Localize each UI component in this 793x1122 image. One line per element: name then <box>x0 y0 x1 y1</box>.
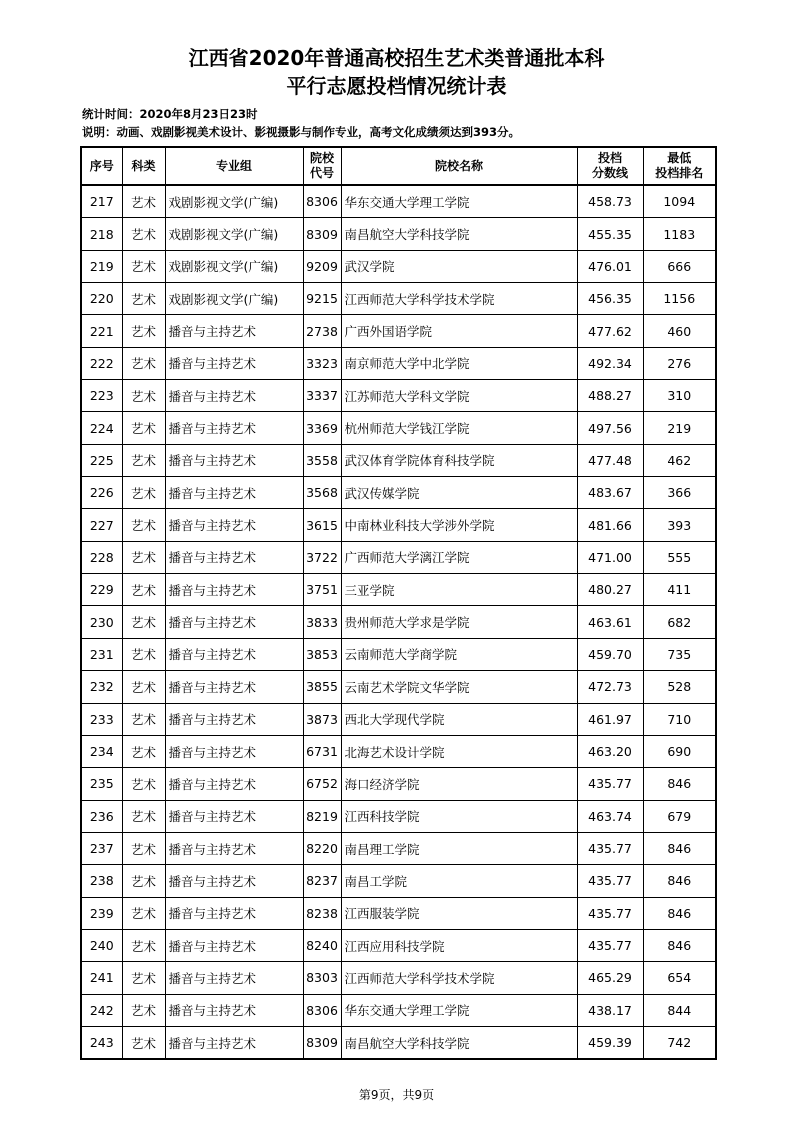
cell-school-code: 8220 <box>303 832 341 864</box>
header-rank-line1: 最低 <box>667 151 692 165</box>
cell-school-name: 云南师范大学商学院 <box>341 638 577 670</box>
cell-seq: 230 <box>81 606 122 638</box>
cell-major-group: 播音与主持艺术 <box>165 1026 303 1059</box>
cell-category: 艺术 <box>122 865 165 897</box>
cell-school-code: 3615 <box>303 509 341 541</box>
cell-score: 477.62 <box>577 315 643 347</box>
cell-school-name: 西北大学现代学院 <box>341 703 577 735</box>
cell-rank: 310 <box>643 380 716 412</box>
cell-major-group: 播音与主持艺术 <box>165 735 303 767</box>
cell-major-group: 播音与主持艺术 <box>165 638 303 670</box>
cell-score: 492.34 <box>577 347 643 379</box>
cell-school-name: 贵州师范大学求是学院 <box>341 606 577 638</box>
cell-school-name: 江苏师范大学科文学院 <box>341 380 577 412</box>
cell-major-group: 播音与主持艺术 <box>165 800 303 832</box>
page-title: 江西省2020年普通高校招生艺术类普通批本科 <box>188 46 605 70</box>
cell-rank: 846 <box>643 865 716 897</box>
cell-rank: 654 <box>643 962 716 994</box>
cell-school-code: 8240 <box>303 929 341 961</box>
cell-score: 435.77 <box>577 865 643 897</box>
cell-category: 艺术 <box>122 1026 165 1059</box>
cell-major-group: 播音与主持艺术 <box>165 380 303 412</box>
cell-score: 480.27 <box>577 574 643 606</box>
cell-seq: 221 <box>81 315 122 347</box>
cell-score: 463.61 <box>577 606 643 638</box>
cell-rank: 462 <box>643 444 716 476</box>
cell-seq: 243 <box>81 1026 122 1059</box>
table-row <box>81 735 716 767</box>
page-subtitle: 平行志愿投档情况统计表 <box>286 74 507 98</box>
cell-score: 456.35 <box>577 283 643 315</box>
cell-score: 435.77 <box>577 832 643 864</box>
table-row <box>81 218 716 250</box>
cell-seq: 224 <box>81 412 122 444</box>
cell-seq: 241 <box>81 962 122 994</box>
cell-rank: 366 <box>643 477 716 509</box>
cell-score: 458.73 <box>577 185 643 218</box>
table-row <box>81 671 716 703</box>
header-rank <box>643 147 716 185</box>
cell-school-name: 南昌航空大学科技学院 <box>341 1026 577 1059</box>
cell-rank: 679 <box>643 800 716 832</box>
cell-major-group: 播音与主持艺术 <box>165 315 303 347</box>
cell-category: 艺术 <box>122 347 165 379</box>
cell-school-code: 3337 <box>303 380 341 412</box>
header-category: 科类 <box>122 147 165 185</box>
cell-category: 艺术 <box>122 541 165 573</box>
cell-seq: 228 <box>81 541 122 573</box>
cell-score: 497.56 <box>577 412 643 444</box>
cell-school-code: 8238 <box>303 897 341 929</box>
cell-score: 465.29 <box>577 962 643 994</box>
cell-school-name: 三亚学院 <box>341 574 577 606</box>
cell-seq: 237 <box>81 832 122 864</box>
table-row <box>81 1026 716 1059</box>
cell-score: 435.77 <box>577 768 643 800</box>
cell-seq: 220 <box>81 283 122 315</box>
cell-rank: 1094 <box>643 185 716 218</box>
table-row <box>81 412 716 444</box>
cell-school-name: 武汉体育学院体育科技学院 <box>341 444 577 476</box>
cell-category: 艺术 <box>122 315 165 347</box>
cell-major-group: 播音与主持艺术 <box>165 929 303 961</box>
cell-score: 483.67 <box>577 477 643 509</box>
cell-major-group: 播音与主持艺术 <box>165 444 303 476</box>
cell-school-name: 南昌工学院 <box>341 865 577 897</box>
cell-school-name: 武汉传媒学院 <box>341 477 577 509</box>
cell-major-group: 播音与主持艺术 <box>165 994 303 1026</box>
cell-category: 艺术 <box>122 283 165 315</box>
cell-seq: 238 <box>81 865 122 897</box>
cell-major-group: 播音与主持艺术 <box>165 347 303 379</box>
table-row <box>81 541 716 573</box>
cell-school-code: 3873 <box>303 703 341 735</box>
cell-school-code: 9209 <box>303 250 341 282</box>
cell-category: 艺术 <box>122 671 165 703</box>
cell-school-code: 3855 <box>303 671 341 703</box>
cell-category: 艺术 <box>122 962 165 994</box>
cell-major-group: 播音与主持艺术 <box>165 832 303 864</box>
table-row <box>81 800 716 832</box>
cell-school-code: 6752 <box>303 768 341 800</box>
cell-school-name: 武汉学院 <box>341 250 577 282</box>
cell-major-group: 播音与主持艺术 <box>165 412 303 444</box>
cell-major-group: 戏剧影视文学(广编) <box>165 283 303 315</box>
header-school-code <box>303 147 341 185</box>
cell-school-name: 华东交通大学理工学院 <box>341 185 577 218</box>
cell-category: 艺术 <box>122 185 165 218</box>
cell-category: 艺术 <box>122 477 165 509</box>
cell-rank: 276 <box>643 347 716 379</box>
stat-time: 统计时间：2020年8月23日23时 <box>82 107 258 121</box>
cell-category: 艺术 <box>122 800 165 832</box>
admission-table <box>80 146 717 1060</box>
cell-category: 艺术 <box>122 509 165 541</box>
table-row <box>81 574 716 606</box>
cell-category: 艺术 <box>122 444 165 476</box>
cell-score: 471.00 <box>577 541 643 573</box>
cell-score: 438.17 <box>577 994 643 1026</box>
cell-school-code: 3722 <box>303 541 341 573</box>
cell-seq: 239 <box>81 897 122 929</box>
cell-category: 艺术 <box>122 380 165 412</box>
cell-seq: 226 <box>81 477 122 509</box>
cell-score: 459.39 <box>577 1026 643 1059</box>
note: 说明：动画、戏剧影视美术设计、影视摄影与制作专业，高考文化成绩须达到393分。 <box>82 125 521 139</box>
cell-rank: 690 <box>643 735 716 767</box>
cell-score: 435.77 <box>577 897 643 929</box>
cell-category: 艺术 <box>122 574 165 606</box>
cell-score: 472.73 <box>577 671 643 703</box>
cell-school-code: 8303 <box>303 962 341 994</box>
cell-category: 艺术 <box>122 606 165 638</box>
header-school-name: 院校名称 <box>341 147 577 185</box>
cell-rank: 411 <box>643 574 716 606</box>
cell-school-name: 江西科技学院 <box>341 800 577 832</box>
cell-school-code: 6731 <box>303 735 341 767</box>
cell-school-name: 江西服装学院 <box>341 897 577 929</box>
cell-score: 455.35 <box>577 218 643 250</box>
cell-seq: 222 <box>81 347 122 379</box>
cell-school-code: 9215 <box>303 283 341 315</box>
cell-category: 艺术 <box>122 638 165 670</box>
cell-seq: 234 <box>81 735 122 767</box>
cell-school-name: 华东交通大学理工学院 <box>341 994 577 1026</box>
cell-school-code: 8306 <box>303 185 341 218</box>
table-row <box>81 994 716 1026</box>
header-major-group: 专业组 <box>165 147 303 185</box>
cell-rank: 710 <box>643 703 716 735</box>
cell-seq: 232 <box>81 671 122 703</box>
cell-score: 476.01 <box>577 250 643 282</box>
cell-school-code: 3323 <box>303 347 341 379</box>
table-row <box>81 283 716 315</box>
cell-school-code: 3568 <box>303 477 341 509</box>
table-row <box>81 315 716 347</box>
header-school-code-line1: 院校 <box>309 151 334 165</box>
cell-seq: 240 <box>81 929 122 961</box>
cell-school-code: 2738 <box>303 315 341 347</box>
cell-major-group: 播音与主持艺术 <box>165 703 303 735</box>
cell-category: 艺术 <box>122 218 165 250</box>
cell-school-code: 8237 <box>303 865 341 897</box>
table-row <box>81 865 716 897</box>
header-rank-line2: 投档排名 <box>655 166 704 180</box>
cell-category: 艺术 <box>122 897 165 929</box>
cell-category: 艺术 <box>122 994 165 1026</box>
table-row <box>81 768 716 800</box>
cell-rank: 844 <box>643 994 716 1026</box>
cell-rank: 846 <box>643 768 716 800</box>
cell-school-name: 中南林业科技大学涉外学院 <box>341 509 577 541</box>
cell-school-name: 南昌航空大学科技学院 <box>341 218 577 250</box>
table-body <box>81 185 716 1059</box>
table-row <box>81 250 716 282</box>
header-school-code-line2: 代号 <box>309 166 334 180</box>
header-seq: 序号 <box>81 147 122 185</box>
cell-rank: 682 <box>643 606 716 638</box>
cell-major-group: 播音与主持艺术 <box>165 671 303 703</box>
cell-school-name: 江西师范大学科学技术学院 <box>341 283 577 315</box>
table-row <box>81 380 716 412</box>
cell-rank: 460 <box>643 315 716 347</box>
cell-school-name: 杭州师范大学钱江学院 <box>341 412 577 444</box>
cell-category: 艺术 <box>122 735 165 767</box>
cell-major-group: 戏剧影视文学(广编) <box>165 185 303 218</box>
cell-rank: 742 <box>643 1026 716 1059</box>
header-score <box>577 147 643 185</box>
cell-score: 481.66 <box>577 509 643 541</box>
cell-major-group: 戏剧影视文学(广编) <box>165 250 303 282</box>
cell-major-group: 戏剧影视文学(广编) <box>165 218 303 250</box>
cell-major-group: 播音与主持艺术 <box>165 509 303 541</box>
cell-major-group: 播音与主持艺术 <box>165 574 303 606</box>
cell-school-code: 8309 <box>303 1026 341 1059</box>
cell-rank: 846 <box>643 929 716 961</box>
cell-score: 463.20 <box>577 735 643 767</box>
cell-school-name: 北海艺术设计学院 <box>341 735 577 767</box>
cell-rank: 555 <box>643 541 716 573</box>
page-footer: 第9页，共9页 <box>358 1088 435 1102</box>
cell-score: 488.27 <box>577 380 643 412</box>
cell-school-name: 南昌理工学院 <box>341 832 577 864</box>
cell-rank: 1156 <box>643 283 716 315</box>
table-row <box>81 832 716 864</box>
table-row <box>81 638 716 670</box>
table-row <box>81 185 716 218</box>
table-header-row <box>81 147 716 185</box>
cell-seq: 227 <box>81 509 122 541</box>
cell-seq: 229 <box>81 574 122 606</box>
cell-rank: 846 <box>643 832 716 864</box>
cell-seq: 223 <box>81 380 122 412</box>
cell-major-group: 播音与主持艺术 <box>165 606 303 638</box>
cell-rank: 393 <box>643 509 716 541</box>
cell-school-name: 江西应用科技学院 <box>341 929 577 961</box>
cell-major-group: 播音与主持艺术 <box>165 477 303 509</box>
cell-category: 艺术 <box>122 768 165 800</box>
cell-school-name: 广西师范大学漓江学院 <box>341 541 577 573</box>
cell-seq: 236 <box>81 800 122 832</box>
cell-major-group: 播音与主持艺术 <box>165 768 303 800</box>
cell-school-code: 8219 <box>303 800 341 832</box>
table-row <box>81 477 716 509</box>
cell-school-code: 3369 <box>303 412 341 444</box>
cell-school-name: 云南艺术学院文华学院 <box>341 671 577 703</box>
cell-category: 艺术 <box>122 832 165 864</box>
cell-rank: 846 <box>643 897 716 929</box>
cell-rank: 735 <box>643 638 716 670</box>
cell-rank: 528 <box>643 671 716 703</box>
cell-category: 艺术 <box>122 703 165 735</box>
cell-score: 463.74 <box>577 800 643 832</box>
cell-school-code: 8309 <box>303 218 341 250</box>
cell-rank: 219 <box>643 412 716 444</box>
cell-seq: 219 <box>81 250 122 282</box>
cell-rank: 1183 <box>643 218 716 250</box>
cell-category: 艺术 <box>122 929 165 961</box>
cell-score: 435.77 <box>577 929 643 961</box>
cell-seq: 231 <box>81 638 122 670</box>
cell-school-code: 3751 <box>303 574 341 606</box>
cell-school-code: 3833 <box>303 606 341 638</box>
table-row <box>81 347 716 379</box>
cell-seq: 242 <box>81 994 122 1026</box>
cell-school-code: 8306 <box>303 994 341 1026</box>
table-row <box>81 703 716 735</box>
cell-score: 459.70 <box>577 638 643 670</box>
table-row <box>81 509 716 541</box>
cell-seq: 225 <box>81 444 122 476</box>
table-row <box>81 606 716 638</box>
cell-score: 461.97 <box>577 703 643 735</box>
table-row <box>81 929 716 961</box>
cell-school-name: 江西师范大学科学技术学院 <box>341 962 577 994</box>
cell-seq: 217 <box>81 185 122 218</box>
cell-seq: 235 <box>81 768 122 800</box>
cell-category: 艺术 <box>122 250 165 282</box>
cell-school-code: 3853 <box>303 638 341 670</box>
header-score-line1: 投档 <box>597 151 622 165</box>
table-row <box>81 444 716 476</box>
table-row <box>81 897 716 929</box>
cell-school-name: 海口经济学院 <box>341 768 577 800</box>
header-score-line2: 分数线 <box>591 166 628 180</box>
cell-major-group: 播音与主持艺术 <box>165 865 303 897</box>
cell-score: 477.48 <box>577 444 643 476</box>
cell-rank: 666 <box>643 250 716 282</box>
cell-major-group: 播音与主持艺术 <box>165 541 303 573</box>
cell-seq: 233 <box>81 703 122 735</box>
cell-category: 艺术 <box>122 412 165 444</box>
cell-major-group: 播音与主持艺术 <box>165 897 303 929</box>
table-row <box>81 962 716 994</box>
cell-seq: 218 <box>81 218 122 250</box>
cell-school-code: 3558 <box>303 444 341 476</box>
cell-school-name: 南京师范大学中北学院 <box>341 347 577 379</box>
cell-school-name: 广西外国语学院 <box>341 315 577 347</box>
cell-major-group: 播音与主持艺术 <box>165 962 303 994</box>
